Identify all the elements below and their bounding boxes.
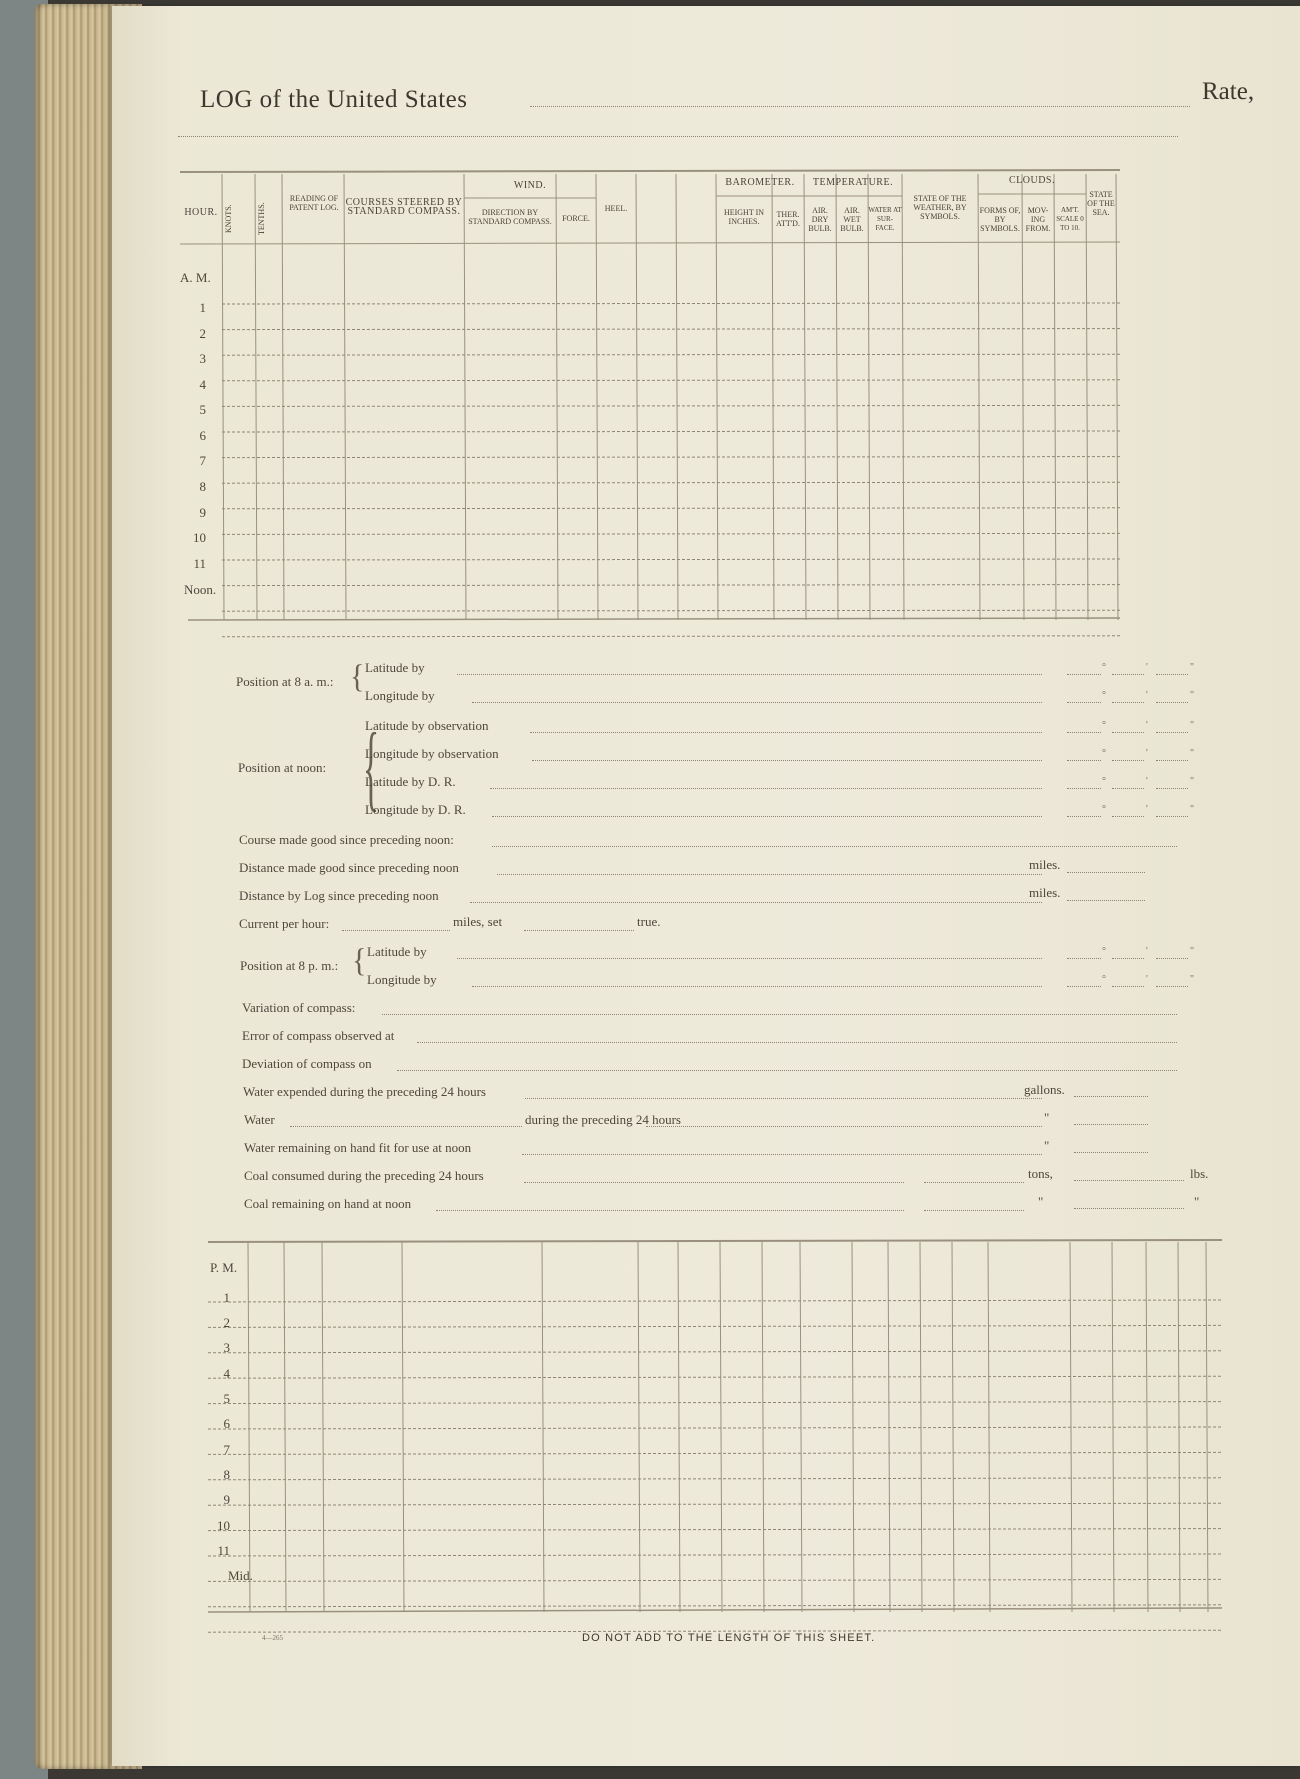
lat-8pm-line[interactable] [457,958,1042,959]
pm-row-line [208,1503,1222,1505]
ditto-tons: " [1038,1194,1044,1209]
water-type-line[interactable] [290,1126,522,1127]
am-row-line [222,380,1120,381]
pm-table-top-rule [208,1240,1222,1242]
lbs-unit: lbs. [1190,1166,1209,1181]
pm-row-line [208,1427,1222,1429]
am-hour-4: 4 [199,377,206,392]
pos-noon-label: Position at noon: [238,760,327,775]
col-cloud-amount-header: AM'T. SCALE 0 TO 10. [1056,206,1084,232]
long-dr-deg-field[interactable] [1067,816,1101,817]
col-heel-header: HEEL. [604,204,628,213]
am-hour-7: 7 [199,453,206,468]
pm-row-line [208,1579,1222,1581]
pm-row-line [208,1452,1222,1454]
am-hour-11: 11 [193,556,206,571]
rate-label: Rate, [1202,78,1255,105]
pm-label: P. M. [210,1260,238,1275]
am-row-line [222,636,1120,637]
minute-mark: ' [1146,776,1148,787]
pm-table-bottom-rule [208,1608,1222,1612]
pm-hour-3: 3 [223,1340,230,1355]
ditto-water-remaining: " [1044,1138,1050,1153]
pm-col-line [542,1242,544,1612]
am-row-line [222,508,1120,509]
lat-obs-deg-field[interactable] [1067,732,1101,733]
pm-col-line [284,1242,286,1612]
degree-mark: ° [1102,804,1106,815]
long-dr-sec-field[interactable] [1156,816,1188,817]
long-obs-deg-field[interactable] [1067,760,1101,761]
col-hour-header: HOUR. [184,207,218,218]
degree-mark: ° [1102,974,1106,985]
am-col-line [716,174,718,620]
am-col-line [902,174,904,620]
second-mark: " [1190,748,1195,759]
water-during-line[interactable] [646,1126,1042,1127]
lat-8am-deg-field[interactable] [1067,674,1101,675]
pm-row-line [208,1554,1222,1556]
pm-row-line [208,1478,1222,1480]
am-hour-3: 3 [199,351,206,366]
am-col-line [1022,174,1024,620]
long-obs-line[interactable] [532,760,1042,761]
lat-dr-min-field[interactable] [1112,788,1144,789]
variation-line[interactable] [382,1014,1177,1015]
pm-col-line [248,1242,250,1612]
long-8am-deg-field[interactable] [1067,702,1101,703]
long-by-8am: Longitude by [365,688,435,703]
am-col-line [344,174,346,620]
long-8pm-min-field[interactable] [1112,986,1144,987]
minute-mark: ' [1146,946,1148,957]
current-per-hour: Current per hour: [239,916,330,931]
current-set-field[interactable] [524,930,634,931]
long-8pm-deg-field[interactable] [1067,986,1101,987]
pm-col-line [678,1242,680,1612]
form-number: 4—265 [262,1634,283,1642]
distance-made-good: Distance made good since preceding noon [239,860,459,875]
pm-col-line [852,1242,854,1612]
long-dr-min-field[interactable] [1112,816,1144,817]
coal-remaining: Coal remaining on hand at noon [244,1196,412,1211]
degree-mark: ° [1102,720,1106,731]
lat-8pm-deg-field[interactable] [1067,958,1101,959]
lat-dr-line[interactable] [490,788,1042,789]
second-mark: " [1190,662,1195,673]
col-patent-log-header: READING OF PATENT LOG. [289,194,339,212]
am-col-line [868,174,870,620]
pm-hour-1: 1 [223,1290,230,1305]
water-field[interactable] [1074,1124,1148,1125]
lat-obs: Latitude by observation [365,718,489,733]
am-row-line [222,431,1120,432]
miles-unit-2: miles. [1029,885,1061,900]
long-8pm-line[interactable] [472,986,1042,987]
long-8am-sec-field[interactable] [1156,702,1188,703]
coal-remaining-line[interactable] [436,1210,904,1211]
pm-row-line [208,1351,1222,1353]
am-hour-5: 5 [199,402,206,417]
degree-mark: ° [1102,690,1106,701]
course-made-good-line[interactable] [492,846,1177,847]
pm-hour-6: 6 [223,1416,230,1431]
water-expended-line[interactable] [525,1098,1042,1099]
pm-col-line [322,1242,324,1612]
distance-by-log-field[interactable] [1067,900,1145,901]
coal-consumed-line[interactable] [524,1182,904,1183]
am-row-line [222,585,1120,586]
table-grid-am [112,6,1300,1766]
deviation-of-compass: Deviation of compass on [242,1056,372,1071]
pm-col-line [720,1242,722,1612]
degree-mark: ° [1102,776,1106,787]
col-weather-header: STATE OF THE WEATHER, BY SYMBOLS. [913,194,967,221]
col-air-dry-header: AIR. DRY BULB. [808,206,832,233]
lat-8am-line[interactable] [457,674,1042,675]
brace-noon: { [362,713,380,820]
am-row-line [222,457,1120,458]
am-col-line [556,174,558,620]
ditto-lbs: " [1194,1194,1200,1209]
footer-note: DO NOT ADD TO THE LENGTH OF THIS SHEET. [582,1632,876,1644]
am-hour-6: 6 [199,428,206,443]
long-8am-line[interactable] [472,702,1042,703]
pm-row-line [208,1605,1222,1607]
am-row-line [222,482,1120,483]
am-row-line [222,405,1120,406]
am-row-line [222,610,1120,611]
log-title: LOG of the United States [200,86,468,113]
pm-hour-8: 8 [223,1467,230,1482]
pm-col-line [920,1242,922,1612]
second-mark: " [1190,720,1195,731]
lat-dr: Latitude by D. R. [365,774,456,789]
distance-by-log: Distance by Log since preceding noon [239,888,439,903]
col-baro-height-header: HEIGHT IN INCHES. [723,208,765,226]
brace-8am: { [350,658,365,695]
am-row-line [222,354,1120,355]
lat-8pm-min-field[interactable] [1112,958,1144,959]
col-wind-force-header: FORCE. [562,214,590,223]
lat-dr-sec-field[interactable] [1156,788,1188,789]
miles-set: miles, set [453,914,503,929]
distance-made-good-line[interactable] [497,874,1042,875]
long-8am-min-field[interactable] [1112,702,1144,703]
pm-col-line [1146,1242,1148,1612]
water-remaining-field[interactable] [1074,1152,1148,1153]
am-label: A. M. [180,270,211,285]
am-col-line [978,174,980,620]
lat-obs-min-field[interactable] [1112,732,1144,733]
am-hour-1: 1 [199,300,206,315]
long-dr: Longitude by D. R. [365,802,466,817]
col-clouds-header: CLOUDS. [1008,175,1055,186]
water-remaining-line[interactable] [522,1154,1042,1155]
minute-mark: ' [1146,974,1148,985]
degree-mark: ° [1102,748,1106,759]
long-dr-line[interactable] [492,816,1042,817]
col-courses-header: COURSES STEERED BY STANDARD COMPASS. [345,197,463,217]
water-expended: Water expended during the preceding 24 hours [243,1084,486,1099]
minute-mark: ' [1146,748,1148,759]
am-col-line [676,174,678,620]
degree-mark: ° [1102,946,1106,957]
col-sea-header: STATE OF THE SEA. [1087,190,1115,217]
am-col-line [636,174,638,620]
minute-mark: ' [1146,804,1148,815]
am-col-line [464,174,466,620]
am-col-line [1054,174,1056,620]
distance-made-good-field[interactable] [1067,872,1145,873]
am-col-line [1086,174,1088,620]
pm-col-line [952,1242,954,1612]
am-header-bottom-rule [180,242,1120,244]
coal-remaining-tons-field[interactable] [924,1210,1024,1211]
pm-hour-11: 11 [217,1543,230,1558]
pm-col-line [638,1242,640,1612]
pm-row-line [208,1402,1222,1404]
minute-mark: ' [1146,690,1148,701]
tons-unit: tons, [1028,1166,1053,1181]
am-col-line [772,174,774,620]
pm-row-line [208,1529,1222,1531]
am-hour-9: 9 [199,505,206,520]
pos-8pm-label: Position at 8 p. m.: [240,958,339,973]
second-mark: " [1190,690,1195,701]
am-row-line [222,559,1120,560]
am-col-line [1116,174,1118,620]
col-cloud-forms-header: FORMS OF, BY SYMBOLS. [979,206,1021,233]
water-remaining: Water remaining on hand fit for use at noon [244,1140,472,1155]
am-hour-noon: Noon. [184,582,217,597]
lat-8am-min-field[interactable] [1112,674,1144,675]
brace-8pm: { [352,942,367,979]
pm-col-line [888,1242,890,1612]
water-label: Water [244,1112,275,1127]
second-mark: " [1190,776,1195,787]
long-obs-min-field[interactable] [1112,760,1144,761]
am-row-line [222,533,1120,534]
degree-mark: ° [1102,662,1106,673]
coal-lbs-field[interactable] [1074,1180,1184,1181]
pm-col-line [800,1242,802,1612]
col-knots-header: KNOTS. [224,204,233,234]
col-tenths-header: TENTHS. [257,202,266,236]
lat-8am-sec-field[interactable] [1156,674,1188,675]
current-miles-field[interactable] [342,930,450,931]
lat-8pm-sec-field[interactable] [1156,958,1188,959]
error-line[interactable] [417,1042,1177,1043]
pm-hour-5: 5 [223,1391,230,1406]
log-page [112,6,1300,1766]
coal-tons-field[interactable] [924,1182,1024,1183]
col-water-surface-header: WATER AT SUR-FACE. [868,206,902,232]
am-hour-2: 2 [199,326,206,341]
during-preceding: during the preceding 24 hours [525,1112,681,1127]
am-row-line [222,303,1120,304]
am-row-line [222,329,1120,330]
long-obs: Longitude by observation [365,746,499,761]
minute-mark: ' [1146,720,1148,731]
variation-of-compass: Variation of compass: [242,1000,356,1015]
pm-row-line [208,1325,1222,1327]
am-col-line [804,174,806,620]
true-label: true. [637,914,661,929]
am-col-line [596,174,598,620]
long-by-8pm: Longitude by [367,972,437,987]
second-mark: " [1190,804,1195,815]
col-wind-direction-header: DIRECTION BY STANDARD COMPASS. [468,208,552,226]
col-wind-header: WIND. [513,180,547,191]
pm-row-line [208,1376,1222,1378]
coal-consumed: Coal consumed during the preceding 24 hours [244,1168,484,1183]
pm-hour-mid: Mid. [228,1568,253,1583]
ditto-water: " [1044,1110,1050,1125]
coal-remaining-lbs-field[interactable] [1074,1208,1184,1209]
second-mark: " [1190,974,1195,985]
long-8pm-sec-field[interactable] [1156,986,1188,987]
pm-hour-4: 4 [223,1366,230,1381]
col-cloud-moving-header: MOV-ING FROM. [1025,206,1051,233]
lat-obs-line[interactable] [530,732,1042,733]
lat-by-8am: Latitude by [365,660,425,675]
am-col-line [836,174,838,620]
pm-hour-10: 10 [217,1518,230,1533]
col-temperature-header: TEMPERATURE. [812,177,894,188]
pm-hour-7: 7 [223,1442,230,1457]
gallons-unit: gallons. [1024,1082,1065,1097]
error-of-compass: Error of compass observed at [242,1028,395,1043]
am-table-top-rule [180,170,1120,172]
second-mark: " [1190,946,1195,957]
lat-dr-deg-field[interactable] [1067,788,1101,789]
am-hour-8: 8 [199,479,206,494]
pm-hour-2: 2 [223,1315,230,1330]
col-barometer-header: BAROMETER. [725,177,795,188]
distance-by-log-line[interactable] [470,902,1042,903]
long-obs-sec-field[interactable] [1156,760,1188,761]
pm-hour-9: 9 [223,1492,230,1507]
col-ther-attd-header: THER. ATT'D. [776,210,800,228]
lat-obs-sec-field[interactable] [1156,732,1188,733]
pm-col-line [402,1242,404,1612]
miles-unit-1: miles. [1029,857,1061,872]
pm-col-line [1206,1242,1208,1612]
water-expended-field[interactable] [1074,1096,1148,1097]
course-made-good: Course made good since preceding noon: [239,832,454,847]
pm-col-line [762,1242,764,1612]
lat-by-8pm: Latitude by [367,944,427,959]
col-air-wet-header: AIR. WET BULB. [840,206,864,233]
pos-8am-label: Position at 8 a. m.: [236,674,334,689]
am-hour-10: 10 [193,530,206,545]
deviation-line[interactable] [397,1070,1177,1071]
minute-mark: ' [1146,662,1148,673]
